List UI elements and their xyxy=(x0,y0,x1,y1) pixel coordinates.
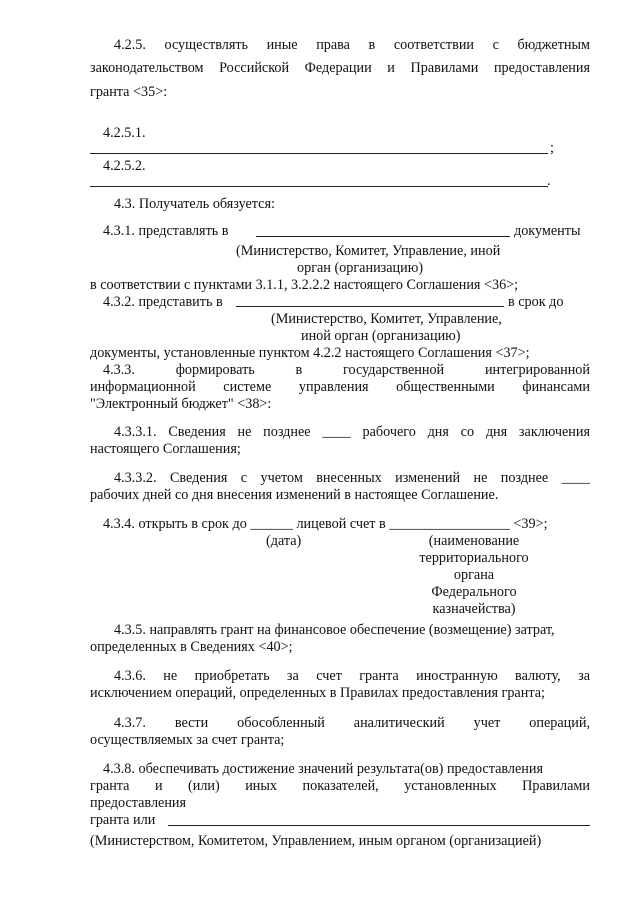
blank-line-4-2-5-1 xyxy=(90,153,548,154)
para-4-3-7-line-2: осуществляемых за счет гранта; xyxy=(90,732,285,748)
para-4-3-6-line-1: 4.3.6. не приобретать за счет гранта иностранную валюту, за xyxy=(114,668,590,684)
para-4-3-4-org-note-1: (наименование xyxy=(428,533,520,549)
para-4-3-4-org-note-4: Федерального xyxy=(431,584,517,600)
para-4-3-8-line-2: гранта и (или) иных показателей, установленных Правилами xyxy=(90,778,590,794)
blank-line-4-3-2 xyxy=(236,306,504,307)
para-4-3-2-note-1: (Министерство, Комитет, Управление, xyxy=(271,311,502,327)
blank-line-4-3-8 xyxy=(168,825,590,826)
para-4-3-heading: 4.3. Получатель обязуется: xyxy=(114,196,275,212)
para-4-3-5-line-1: 4.3.5. направлять грант на финансовое обеспечение (возмещение) затрат, xyxy=(114,622,555,638)
blank-line-4-3-1 xyxy=(256,236,510,237)
para-4-3-2-note-2: иной орган (организацию) xyxy=(301,328,461,344)
para-4-2-5-line-3: гранта <35>: xyxy=(90,84,168,100)
para-4-3-2-prefix: 4.3.2. представить в xyxy=(103,294,223,310)
para-4-3-5-line-2: определенных в Сведениях <40>; xyxy=(90,639,293,655)
para-4-2-5-line-1: 4.2.5. осуществлять иные права в соответствии с бюджетным xyxy=(114,37,590,53)
para-4-3-3-2-line-1: 4.3.3.2. Сведения с учетом внесенных изменений не позднее ____ xyxy=(114,470,590,486)
para-4-3-3-2-line-2: рабочих дней со дня внесения изменений в настоящее Соглашение. xyxy=(90,487,499,503)
para-4-3-8-line-5: (Министерством, Комитетом, Управлением, иным органом (организацией) xyxy=(90,833,542,849)
para-4-3-1-suffix: документы xyxy=(514,223,581,239)
para-4-3-8-line-4: гранта или xyxy=(90,812,156,828)
para-4-3-1-prefix: 4.3.1. представлять в xyxy=(103,223,229,239)
para-4-3-3-1-line-1: 4.3.3.1. Сведения не позднее ____ рабочего дня со дня заключения xyxy=(114,424,590,440)
para-4-3-8-line-1: 4.3.8. обеспечивать достижение значений результата(ов) предоставления xyxy=(103,761,543,777)
para-4-3-1-note-1: (Министерство, Комитет, Управление, иной xyxy=(236,243,501,259)
para-4-3-3-line-3: "Электронный бюджет" <38>: xyxy=(90,396,272,412)
para-4-3-2-suffix: в срок до xyxy=(508,294,564,310)
para-4-2-5-2-end: . xyxy=(547,173,551,189)
para-4-3-1-note-2: орган (организацию) xyxy=(297,260,424,276)
para-4-3-7-line-1: 4.3.7. вести обособленный аналитический учет операций, xyxy=(114,715,590,731)
para-4-3-4-org-note-5: казначейства) xyxy=(432,601,516,617)
para-4-3-4-org-note-2: территориального xyxy=(419,550,529,566)
para-4-2-5-1-end: ; xyxy=(550,140,554,156)
para-4-3-6-line-2: исключением операций, определенных в Правилах предоставления гранта; xyxy=(90,685,545,701)
blank-line-4-2-5-2 xyxy=(90,186,548,187)
para-4-2-5-line-2: законодательством Российской Федерации и Правилами предоставления xyxy=(90,60,590,76)
para-4-3-2-line-3: документы, установленные пунктом 4.2.2 настоящего Соглашения <37>; xyxy=(90,345,530,361)
para-4-3-1-line-3: в соответствии с пунктами 3.1.1, 3.2.2.2 настоящего Соглашения <36>; xyxy=(90,277,519,293)
para-4-3-8-line-3: предоставления xyxy=(90,795,187,811)
para-4-2-5-1-label: 4.2.5.1. xyxy=(103,125,146,141)
para-4-3-3-1-line-2: настоящего Соглашения; xyxy=(90,441,241,457)
para-4-3-4-line-1: 4.3.4. открыть в срок до ______ лицевой счет в _________________ <39>; xyxy=(103,516,548,532)
para-4-3-3-line-1: 4.3.3. формировать в государственной интегрированной xyxy=(103,362,590,378)
para-4-3-4-org-note-3: органа xyxy=(453,567,495,583)
para-4-2-5-2-label: 4.2.5.2. xyxy=(103,158,146,174)
para-4-3-4-date-note: (дата) xyxy=(266,533,302,549)
para-4-3-3-line-2: информационной системе управления общественными финансами xyxy=(90,379,590,395)
